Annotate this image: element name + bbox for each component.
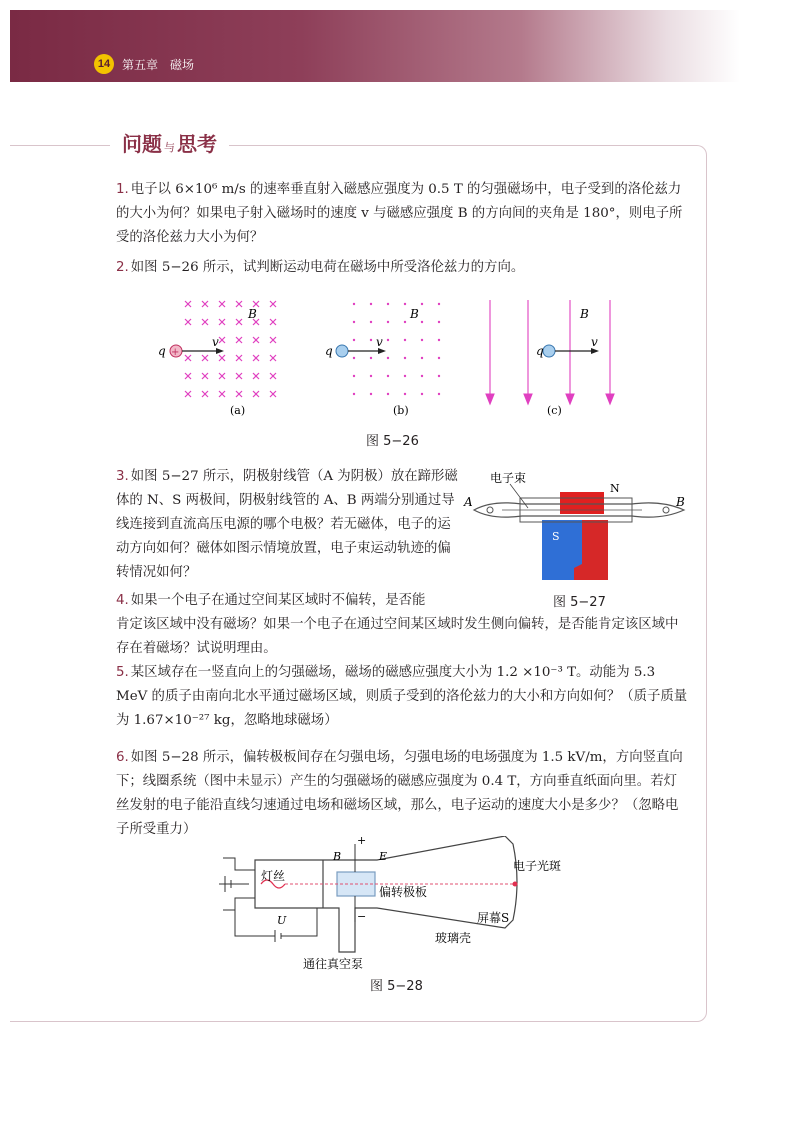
page-number: 14 xyxy=(94,54,114,74)
cross-field xyxy=(185,301,276,397)
label-sub-c: (c) xyxy=(547,404,562,417)
negative-charge-b xyxy=(336,345,348,357)
caption-5-27: 图 5−27 xyxy=(553,595,606,610)
dot-marker xyxy=(387,357,389,359)
dot-marker xyxy=(353,339,355,341)
svg-text:+: + xyxy=(171,347,180,358)
label-q-c: q xyxy=(536,344,544,358)
caption-5-26: 图 5−26 xyxy=(366,434,419,449)
dot-marker xyxy=(353,357,355,359)
label-plates: 偏转极板 xyxy=(379,885,428,899)
dot-marker xyxy=(404,375,406,377)
label-spot: 电子光斑 xyxy=(513,859,562,873)
label-sub-a: (a) xyxy=(230,404,246,417)
dot-marker xyxy=(421,339,423,341)
dot-marker xyxy=(438,393,440,395)
label-minus: − xyxy=(357,910,367,923)
dot-marker xyxy=(353,303,355,305)
dot-marker xyxy=(387,375,389,377)
figure-5-26 xyxy=(150,290,640,420)
dot-marker xyxy=(370,339,372,341)
dot-marker xyxy=(404,339,406,341)
dot-marker xyxy=(421,375,423,377)
dot-marker xyxy=(438,339,440,341)
caption-5-28: 图 5−28 xyxy=(370,979,423,994)
label-A: A xyxy=(464,495,473,509)
label-pump: 通往真空泵 xyxy=(303,957,364,971)
question-3: 3. 如图 5−27 所示，阴极射线管（A 为阴极）放在蹄形磁体的 N、S 两极间，阴极射线管的 A、B 两端分别通过导线连接到直流高压电源的哪个电极？若无磁体，电子的运动方向如何？磁体如图示情境放置，电子束运动轨迹的偏转情况如何？ xyxy=(116,469,458,580)
dot-marker xyxy=(404,321,406,323)
label-v-b: v xyxy=(376,335,383,349)
dot-marker xyxy=(404,357,406,359)
dot-marker xyxy=(387,303,389,305)
dot-marker xyxy=(421,393,423,395)
dot-marker xyxy=(421,321,423,323)
section-title: 问题 与 思考 xyxy=(110,128,229,157)
label-B-528: B xyxy=(333,850,342,863)
question-4: 4. 如果一个电子在通过空间某区域时不偏转，是否能 肯定该区域中没有磁场？如果一个电子在通过空间某区域时发生侧向偏转，是否能肯定该区域中存在着磁场？试说明理由。 xyxy=(116,593,679,656)
dot-marker xyxy=(421,303,423,305)
label-E: E xyxy=(379,850,388,863)
label-q-b: q xyxy=(325,344,333,358)
label-B-a: B xyxy=(248,307,257,321)
dot-marker xyxy=(387,339,389,341)
dot-marker xyxy=(370,321,372,323)
dot-marker xyxy=(421,357,423,359)
label-B: B xyxy=(676,495,685,509)
label-filament: 灯丝 xyxy=(261,869,286,883)
dot-marker xyxy=(370,357,372,359)
label-N: N xyxy=(610,482,620,495)
dot-marker xyxy=(438,375,440,377)
dot-marker xyxy=(438,303,440,305)
label-B-b: B xyxy=(410,307,419,321)
dot-marker xyxy=(370,375,372,377)
label-U: U xyxy=(277,914,287,927)
dot-marker xyxy=(387,321,389,323)
dot-marker xyxy=(353,321,355,323)
label-screen: 屏幕S xyxy=(477,911,510,925)
dot-marker xyxy=(438,357,440,359)
question-1: 1. 电子以 6×10⁶ m/s 的速率垂直射入磁感应强度为 0.5 T 的匀强磁场中，电子受到的洛伦兹力的大小为何？如果电子射入磁场时的速度 v 与磁感应强度 B 的方向间的夹角是 180°，则电子所受的洛伦兹力大小为何？ xyxy=(116,182,683,245)
dot-marker xyxy=(370,303,372,305)
label-v-a: v xyxy=(212,335,219,349)
label-q-a: q xyxy=(158,344,166,358)
question-6: 6. 如图 5−28 所示，偏转极板间存在匀强电场，匀强电场的电场强度为 1.5 kV/m，方向竖直向下；线圈系统（图中未显示）产生的匀强磁场的磁感应强度为 0.4 T，方向垂直纸面向里。若灯丝发射的电子能沿直线匀速通过电场和磁场区域，那么，电子运动的速度大小是多少？（忽略电子所受重力） xyxy=(116,750,683,837)
dot-marker xyxy=(353,375,355,377)
question-2: 2. 如图 5−26 所示，试判断运动电荷在磁场中所受洛伦兹力的方向。 xyxy=(116,260,525,275)
question-5: 5. 某区域存在一竖直向上的匀强磁场，磁场的磁感应强度大小为 1.2 ×10⁻³ T。动能为 5.3 MeV 的质子由南向北水平通过磁场区域，则质子受到的洛伦兹力的大小和方向如何？（质子质量为 1.67×10⁻²⁷ kg，忽略地球磁场） xyxy=(116,665,688,728)
electron-spot xyxy=(513,882,518,887)
label-v-c: v xyxy=(591,335,598,349)
figure-5-28 xyxy=(205,836,565,976)
dot-marker xyxy=(404,393,406,395)
label-sub-b: (b) xyxy=(393,404,409,417)
dot-marker xyxy=(438,321,440,323)
negative-charge-c xyxy=(543,345,555,357)
figure-5-27 xyxy=(462,468,694,586)
dot-marker xyxy=(370,393,372,395)
chapter-title: 第五章 磁场 xyxy=(122,58,195,72)
dot-marker xyxy=(404,303,406,305)
dot-field xyxy=(353,303,440,395)
label-electron-beam: 电子束 xyxy=(490,471,527,485)
magnet-n-pole xyxy=(560,492,604,514)
label-glass: 玻璃壳 xyxy=(435,931,472,945)
label-B-c: B xyxy=(580,307,589,321)
dot-marker xyxy=(353,393,355,395)
header-band xyxy=(10,10,740,82)
label-S: S xyxy=(552,530,560,543)
dot-marker xyxy=(387,393,389,395)
label-plus: + xyxy=(357,836,367,847)
